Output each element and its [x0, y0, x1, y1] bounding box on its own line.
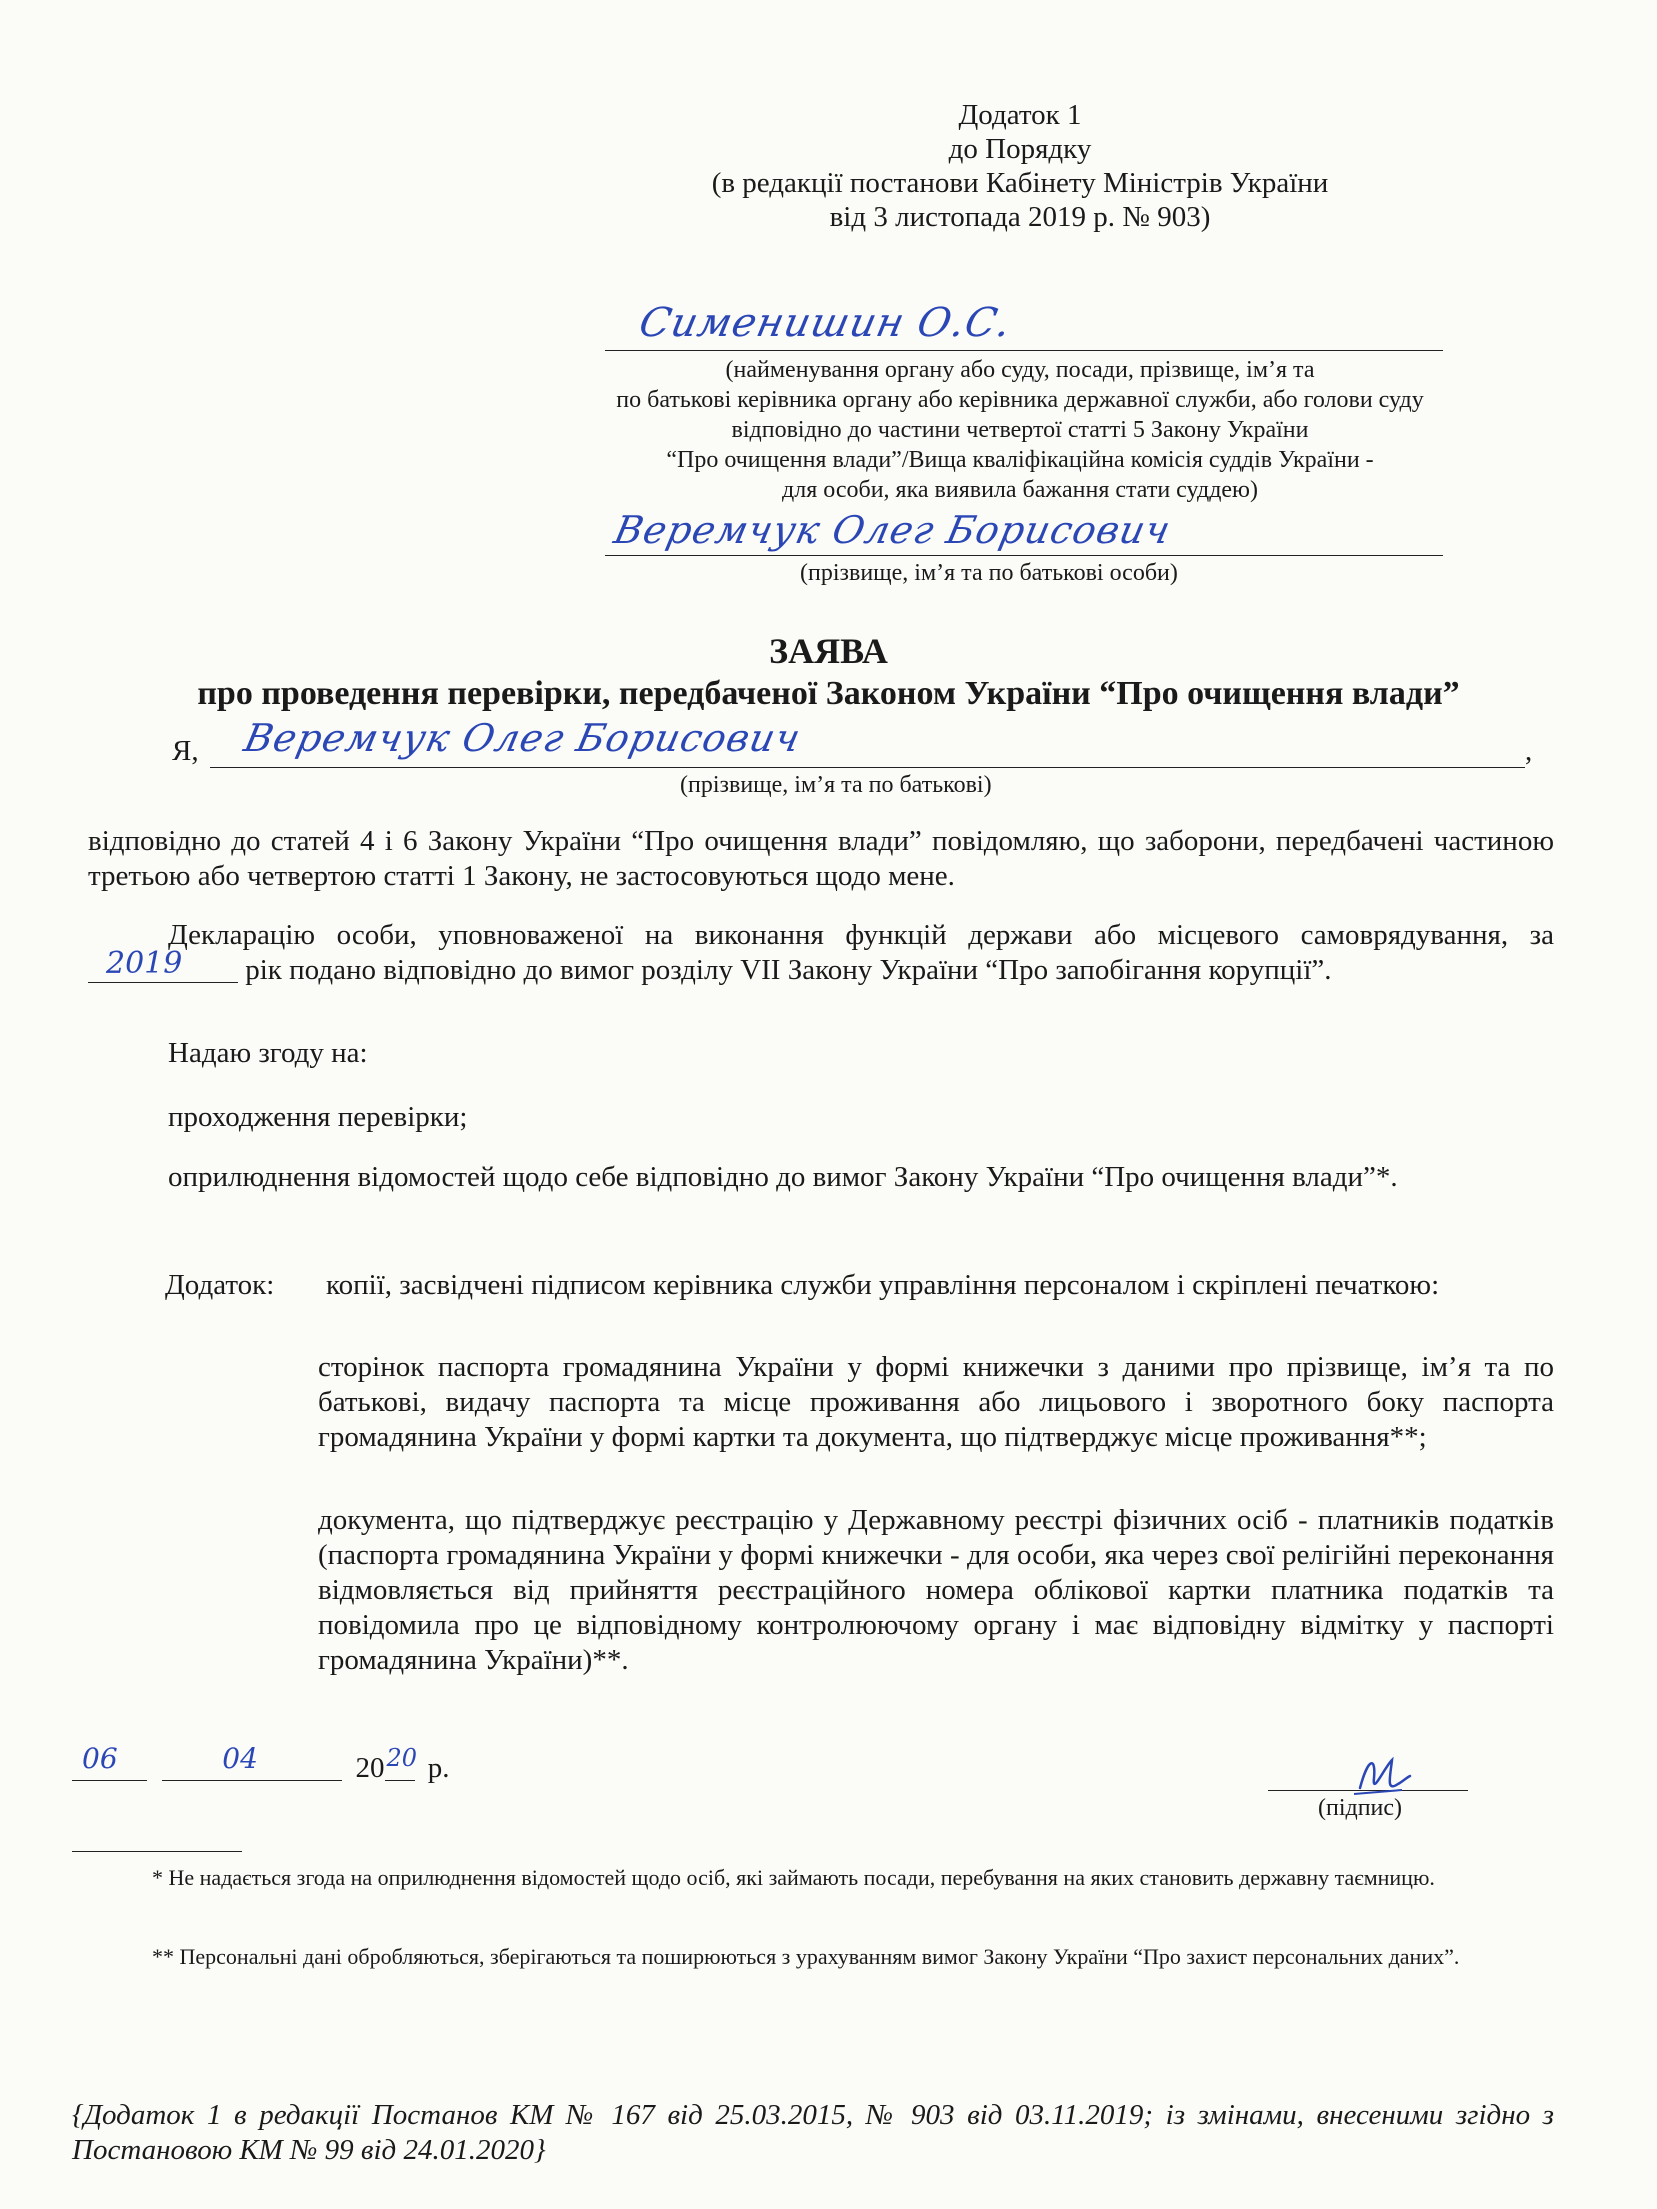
- recipient-caption-line: по батькові керівника органу або керівника державної служби, або голови суду: [616, 387, 1424, 413]
- signature-caption: (підпис): [1318, 1795, 1403, 1821]
- recipient-handwritten: Сименишин О.С.: [635, 300, 1016, 346]
- date-line: [72, 1742, 450, 1785]
- attachment-intro: копії, засвідчені підписом керівника служби управління персоналом і скріплені печаткою:: [326, 1269, 1440, 1301]
- attachment-label: Додаток:: [165, 1269, 275, 1301]
- paragraph-2-end: рік подано відповідно до вимог розділу VII Закону України “Про запобігання корупції”.: [245, 954, 1332, 986]
- applicant-caption: (прізвище, ім’я та по батькові особи): [800, 560, 1178, 586]
- statement-name-handwritten: Веремчук Олег Борисович: [240, 716, 805, 760]
- date-year-suffix: 20: [386, 1744, 418, 1772]
- attachment-item-2: документа, що підтверджує реєстрацію у Державному реєстрі фізичних осіб - платників податків (паспорта громадянина України у формі книжечки - для особи, яка через свої релігійні переконання відмовляється від прийняття реєстраційного номера облікової картки платника податків та повідомила про це відповідному контролюючому органу і має відповідну відмітку у паспорті громадянина України)**.: [318, 1504, 1554, 1676]
- header-line-1: Додаток 1: [958, 99, 1082, 131]
- statement-underline: [210, 767, 1525, 768]
- date-day: 06: [82, 1742, 118, 1775]
- recipient-caption-line: для особи, яка виявила бажання стати суддею): [782, 477, 1258, 503]
- date-day-field: [72, 1742, 147, 1781]
- consent-heading: Надаю згоду на:: [168, 1037, 368, 1069]
- statement-suffix: ,: [1525, 735, 1533, 767]
- footnote-1: * Не надається згода на оприлюднення відомостей щодо осіб, які займають посади, перебування на яких становить державну таємницю.: [152, 1865, 1435, 1890]
- date-month: 04: [222, 1742, 258, 1775]
- paragraph-2-start: Декларацію особи, уповноваженої на виконання функцій держави або місцевого самоврядування, за: [168, 919, 1554, 951]
- recipient-underline: [605, 350, 1443, 351]
- footnote-separator: [72, 1851, 242, 1852]
- document-subtitle: про проведення перевірки, передбаченої Законом України “Про очищення влади”: [197, 675, 1460, 712]
- attachment-item-1: сторінок паспорта громадянина України у формі книжечки з даними про прізвище, ім’я та по батькові, видачу паспорта та місце проживання або лицьового і зворотного боку паспорта громадянина України у формі картки та документа, що підтверджує місце проживання**;: [318, 1351, 1554, 1453]
- consent-item-2: оприлюднення відомостей щодо себе відповідно до вимог Закону України “Про очищення влади”*.: [168, 1161, 1398, 1193]
- applicant-handwritten: Веремчук Олег Борисович: [610, 508, 1175, 552]
- year-field: [88, 946, 238, 983]
- recipient-caption: [520, 355, 1520, 505]
- date-year-prefix: 20: [355, 1752, 385, 1784]
- applicant-underline: [605, 555, 1443, 556]
- header-line-4: від 3 листопада 2019 р. № 903): [829, 201, 1211, 233]
- document-title: ЗАЯВА: [769, 631, 888, 671]
- footnote-2: ** Персональні дані обробляються, зберігаються та поширюються з урахуванням вимог Закону України “Про захист персональних даних”.: [152, 1944, 1460, 1969]
- year-handwritten: 2019: [106, 946, 183, 981]
- header-line-3: (в редакції постанови Кабінету Міністрів України: [711, 167, 1329, 199]
- recipient-caption-line: “Про очищення влади”/Вища кваліфікаційна комісія суддів України -: [666, 447, 1374, 473]
- date-suffix: р.: [427, 1752, 450, 1784]
- date-year-field: [385, 1744, 418, 1781]
- paragraph-2: [88, 918, 1554, 988]
- paragraph-1: відповідно до статей 4 і 6 Закону України “Про очищення влади” повідомляю, що заборони, передбачені частиною третьою або четвертою статті 1 Закону, не застосовуються щодо мене.: [88, 825, 1554, 892]
- statement-caption: (прізвище, ім’я та по батькові): [680, 772, 992, 798]
- recipient-caption-line: відповідно до частини четвертої статті 5 Закону України: [731, 417, 1309, 443]
- date-month-field: [162, 1742, 342, 1781]
- document-header: [560, 98, 1480, 234]
- amendment-note: {Додаток 1 в редакції Постанов КМ № 167 від 25.03.2015, № 903 від 03.11.2019; із змінами, внесеними згідно з Постановою КМ № 99 від 24.01.2020}: [72, 2099, 1554, 2166]
- statement-prefix: Я,: [172, 735, 199, 767]
- recipient-caption-line: (найменування органу або суду, посади, прізвище, ім’я та: [725, 357, 1315, 383]
- consent-item-1: проходження перевірки;: [168, 1101, 468, 1133]
- header-line-2: до Порядку: [948, 133, 1092, 165]
